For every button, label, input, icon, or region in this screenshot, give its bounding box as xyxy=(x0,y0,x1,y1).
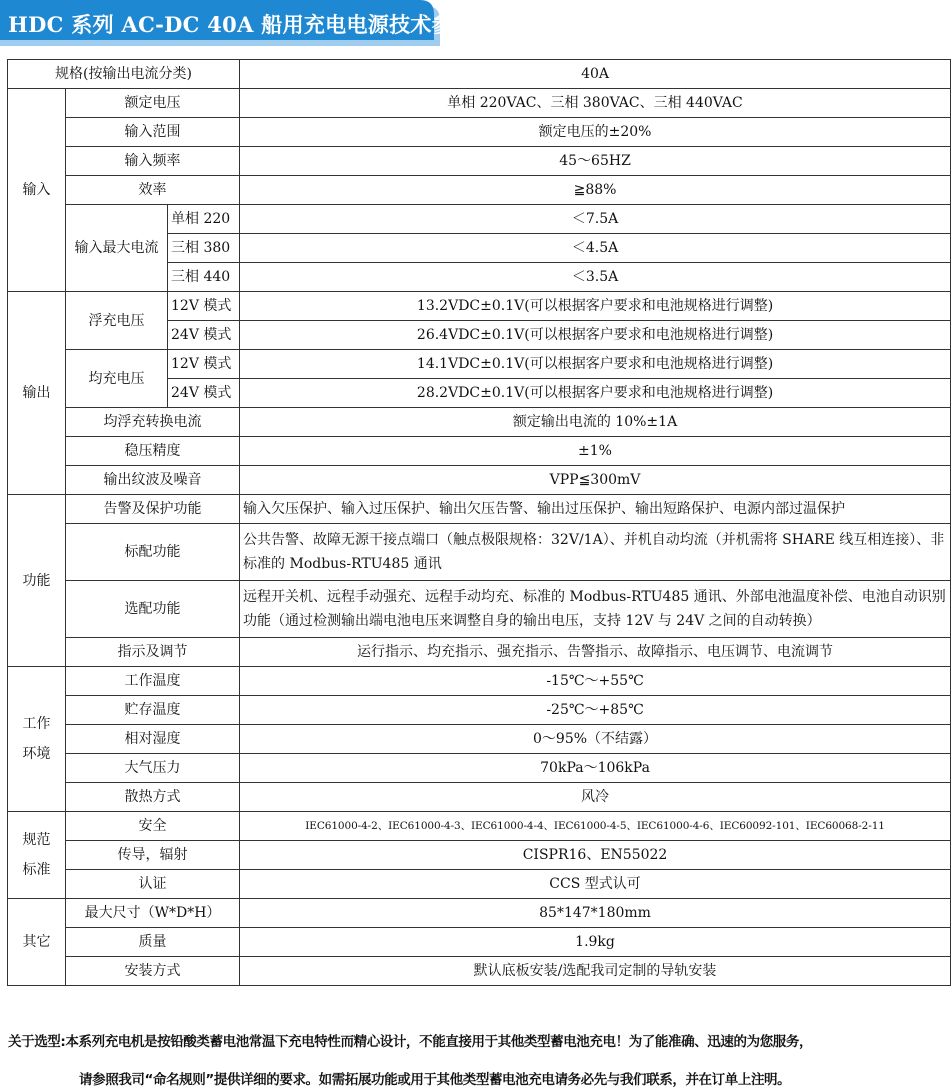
table-row xyxy=(8,350,951,379)
page-title: HDC 系列 AC-DC 40A 船用充电电源技术参数 xyxy=(8,12,475,37)
param-label: 安全 xyxy=(66,812,240,841)
param-label: 均充电压 xyxy=(66,350,168,408)
sub-label: 24V 模式 xyxy=(168,379,240,408)
sub-label: 12V 模式 xyxy=(168,350,240,379)
param-value: 默认底板安装/选配我司定制的导轨安装 xyxy=(240,957,951,986)
param-value: -25℃～+85℃ xyxy=(240,696,951,725)
param-label: 选配功能 xyxy=(66,581,240,638)
table-row xyxy=(8,667,951,696)
category-standards xyxy=(8,812,66,899)
table-row xyxy=(8,899,951,928)
param-label: 浮充电压 xyxy=(66,292,168,350)
param-label: 安装方式 xyxy=(66,957,240,986)
table-row xyxy=(8,841,951,870)
category-input: 输入 xyxy=(8,89,66,292)
param-value: 1.9kg xyxy=(240,928,951,957)
param-value: ±1% xyxy=(240,437,951,466)
sub-label: 三相 440 xyxy=(168,263,240,292)
table-row xyxy=(8,89,951,118)
spec-table xyxy=(7,59,951,986)
param-label: 相对湿度 xyxy=(66,725,240,754)
table-row xyxy=(8,928,951,957)
table-row xyxy=(8,957,951,986)
category-label-bottom: 标准 xyxy=(22,862,51,878)
param-value: 28.2VDC±0.1V(可以根据客户要求和电池规格进行调整) xyxy=(240,379,951,408)
param-value: 单相 220VAC、三相 380VAC、三相 440VAC xyxy=(240,89,951,118)
param-label: 最大尺寸（W*D*H） xyxy=(66,899,240,928)
category-function: 功能 xyxy=(8,495,66,667)
table-row xyxy=(8,870,951,899)
category-other: 其它 xyxy=(8,899,66,986)
table-row xyxy=(8,60,951,89)
param-label: 标配功能 xyxy=(66,524,240,581)
sub-label: 12V 模式 xyxy=(168,292,240,321)
param-label: 质量 xyxy=(66,928,240,957)
param-value: ＜7.5A xyxy=(240,205,951,234)
param-value: 风冷 xyxy=(240,783,951,812)
table-row xyxy=(8,754,951,783)
param-label: 输入范围 xyxy=(66,118,240,147)
sub-label: 24V 模式 xyxy=(168,321,240,350)
param-label: 输入最大电流 xyxy=(66,205,168,292)
param-label: 稳压精度 xyxy=(66,437,240,466)
param-value: CCS 型式认可 xyxy=(240,870,951,899)
param-label: 均浮充转换电流 xyxy=(66,408,240,437)
table-row xyxy=(8,176,951,205)
table-row xyxy=(8,581,951,638)
param-value: 85*147*180mm xyxy=(240,899,951,928)
param-value: CISPR16、EN55022 xyxy=(240,841,951,870)
param-value: ≧88% xyxy=(240,176,951,205)
table-row xyxy=(8,783,951,812)
param-label: 散热方式 xyxy=(66,783,240,812)
param-label: 效率 xyxy=(66,176,240,205)
param-label: 额定电压 xyxy=(66,89,240,118)
param-value: IEC61000-4-2、IEC61000-4-3、IEC61000-4-4、IEC61000-4-5、IEC61000-4-6、IEC60092-101、IEC60068-2-11 xyxy=(240,812,951,841)
param-value: 14.1VDC±0.1V(可以根据客户要求和电池规格进行调整) xyxy=(240,350,951,379)
sub-label: 单相 220 xyxy=(168,205,240,234)
param-label: 输出纹波及噪音 xyxy=(66,466,240,495)
param-label: 输入频率 xyxy=(66,147,240,176)
category-label-bottom: 环境 xyxy=(22,746,51,762)
param-label: 认证 xyxy=(66,870,240,899)
category-label-top: 规范 xyxy=(22,832,51,848)
table-row xyxy=(8,696,951,725)
note-line-2: 请参照我司“命名规则”提供详细的要求。如需拓展功能或用于其他类型蓄电池充电请务必先与我们联系，并在订单上注明。 xyxy=(79,1072,791,1088)
note-line-1: 关于选型:本系列充电机是按铅酸类蓄电池常温下充电特性而精心设计，不能直接用于其他类型蓄电池充电！为了能准确、迅速的为您服务， xyxy=(8,1034,813,1050)
sub-label: 三相 380 xyxy=(168,234,240,263)
param-value: ＜3.5A xyxy=(240,263,951,292)
table-row xyxy=(8,524,951,581)
param-value: 额定电压的±20% xyxy=(240,118,951,147)
param-value: 45～65HZ xyxy=(240,147,951,176)
spec-head-label: 规格(按输出电流分类) xyxy=(8,60,240,89)
title-banner xyxy=(0,0,475,46)
param-label: 贮存温度 xyxy=(66,696,240,725)
param-label: 传导，辐射 xyxy=(66,841,240,870)
param-label: 指示及调节 xyxy=(66,638,240,667)
category-label-top: 工作 xyxy=(22,716,51,732)
table-row xyxy=(8,408,951,437)
table-row xyxy=(8,437,951,466)
param-value: 远程开关机、远程手动强充、远程手动均充、标准的 Modbus-RTU485 通讯、外部电池温度补偿、电池自动识别功能（通过检测输出端电池电压来调整自身的输出电压，支持 12V 与 24V 之间的自动转换） xyxy=(240,581,951,638)
param-value: 运行指示、均充指示、强充指示、告警指示、故障指示、电压调节、电流调节 xyxy=(240,638,951,667)
table-row xyxy=(8,292,951,321)
param-value: ＜4.5A xyxy=(240,234,951,263)
param-value: 13.2VDC±0.1V(可以根据客户要求和电池规格进行调整) xyxy=(240,292,951,321)
param-value: 输入欠压保护、输入过压保护、输出欠压告警、输出过压保护、输出短路保护、电源内部过温保护 xyxy=(240,495,951,524)
table-row xyxy=(8,118,951,147)
table-row xyxy=(8,466,951,495)
table-row xyxy=(8,812,951,841)
table-row xyxy=(8,147,951,176)
category-output: 输出 xyxy=(8,292,66,495)
param-value: 26.4VDC±0.1V(可以根据客户要求和电池规格进行调整) xyxy=(240,321,951,350)
param-value: 额定输出电流的 10%±1A xyxy=(240,408,951,437)
category-environment xyxy=(8,667,66,812)
param-value: 公共告警、故障无源干接点端口（触点极限规格：32V/1A）、并机自动均流（并机需将 SHARE 线互相连接）、非标准的 Modbus-RTU485 通讯 xyxy=(240,524,951,581)
table-row xyxy=(8,725,951,754)
table-row xyxy=(8,495,951,524)
param-label: 工作温度 xyxy=(66,667,240,696)
param-value: VPP≦300mV xyxy=(240,466,951,495)
param-value: 0～95%（不结露） xyxy=(240,725,951,754)
param-value: -15℃～+55℃ xyxy=(240,667,951,696)
spec-head-value: 40A xyxy=(240,60,951,89)
param-label: 告警及保护功能 xyxy=(66,495,240,524)
table-row xyxy=(8,638,951,667)
param-value: 70kPa～106kPa xyxy=(240,754,951,783)
param-label: 大气压力 xyxy=(66,754,240,783)
table-row xyxy=(8,205,951,234)
